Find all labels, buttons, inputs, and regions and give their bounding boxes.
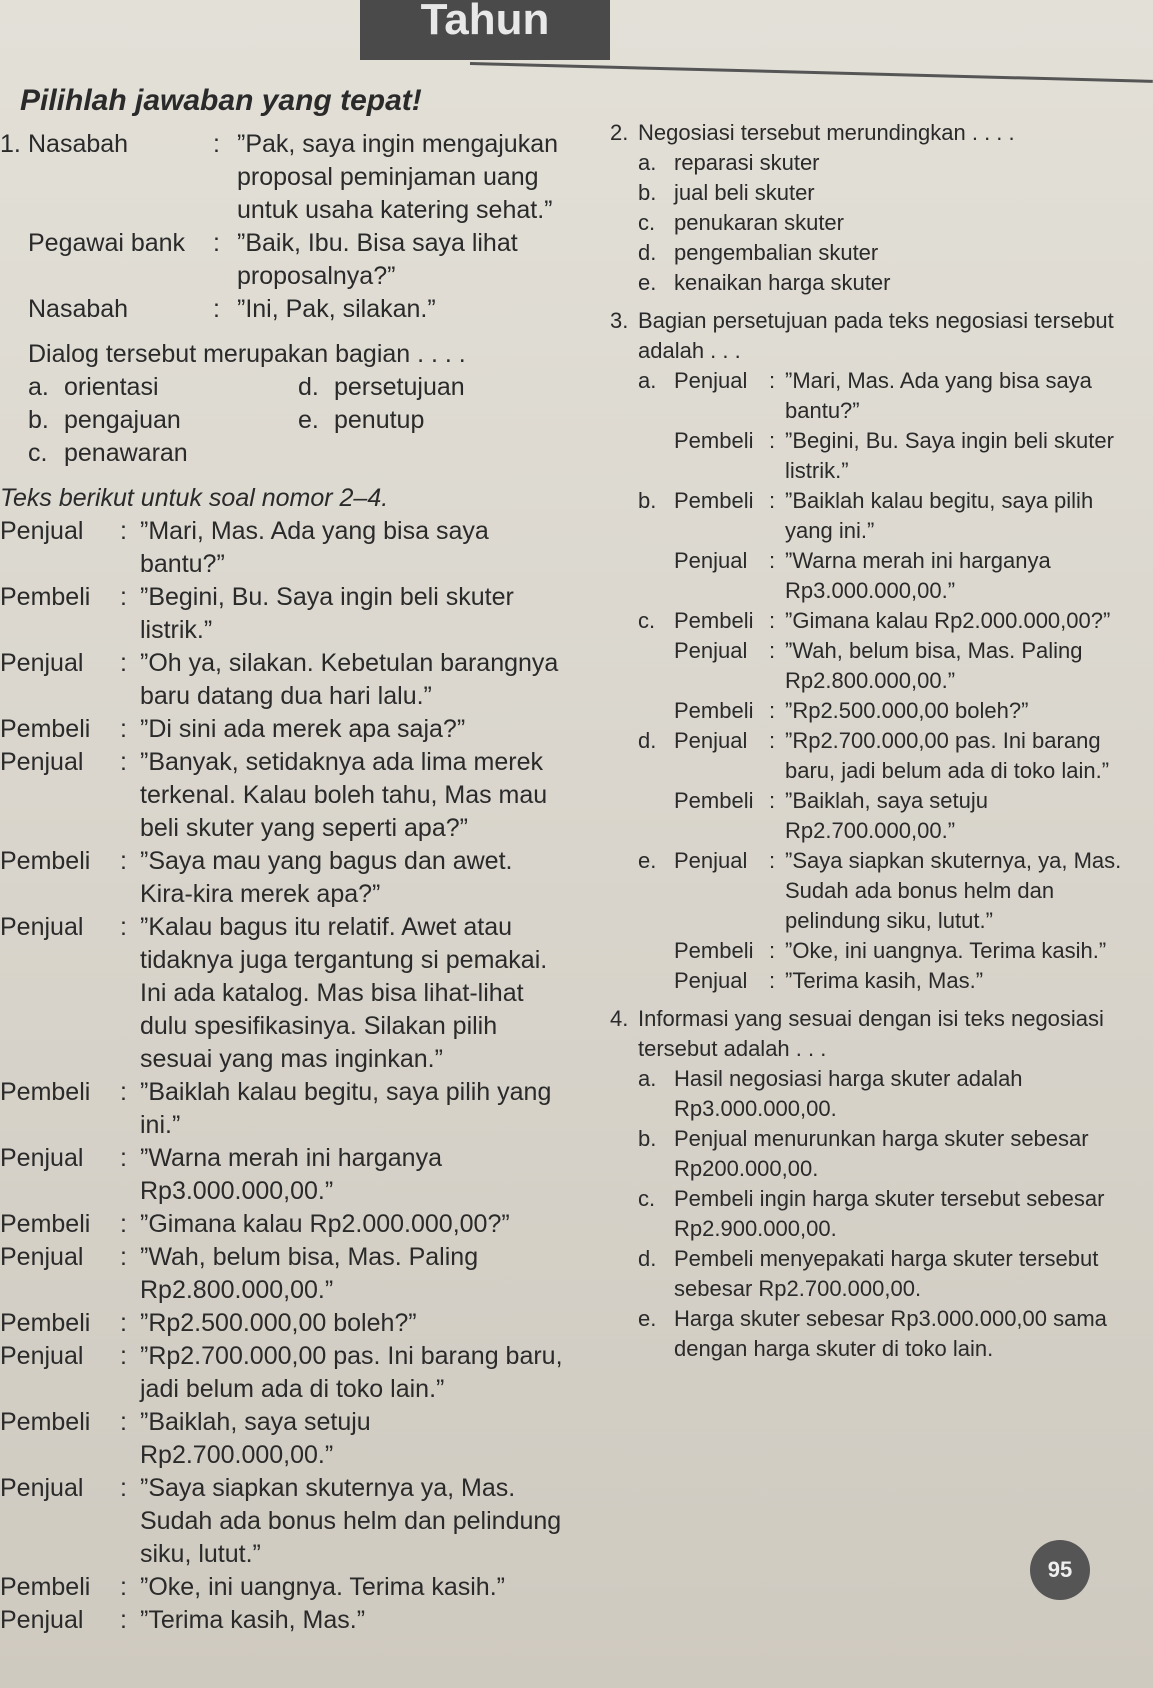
- separator: :: [213, 229, 220, 257]
- option-text: Harga skuter sebesar Rp3.000.000,00 sama dengan harga skuter di toko lain.: [674, 1306, 1107, 1361]
- negotiation-passage: [0, 515, 570, 1637]
- q4-question: Informasi yang sesuai dengan isi teks negosiasi tersebut adalah . . .: [638, 1006, 1104, 1061]
- answer-option: [638, 366, 1130, 486]
- speaker-label: Penjual: [0, 649, 84, 677]
- option-text: Pembeli ingin harga skuter tersebut sebesar Rp2.900.000,00.: [674, 1186, 1105, 1241]
- dialog-text: ”Rp2.700.000,00 pas. Ini barang baru, jadi belum ada di toko lain.”: [785, 728, 1110, 783]
- q1-dialog: [28, 128, 570, 326]
- answer-option: [638, 846, 1130, 996]
- answer-option: [638, 486, 1130, 606]
- option-letter: b.: [638, 180, 657, 205]
- separator: :: [120, 913, 127, 941]
- speaker-label: Pembeli: [0, 847, 91, 875]
- dialog-line: [28, 293, 570, 326]
- answer-option: [638, 268, 1130, 298]
- speaker-label: Penjual: [0, 748, 84, 776]
- separator: :: [120, 583, 127, 611]
- separator: :: [769, 638, 776, 663]
- dialog-text: ”Saya siapkan skuternya ya, Mas. Sudah ada bonus helm dan pelindung siku, lutut.”: [140, 1474, 562, 1568]
- option-letter: a.: [638, 368, 657, 393]
- option-letter: c.: [638, 1186, 656, 1211]
- separator: :: [769, 368, 776, 393]
- separator: :: [120, 517, 127, 545]
- speaker-label: Pembeli: [0, 1210, 91, 1238]
- answer-option: [28, 437, 298, 470]
- dialog-text: ”Ini, Pak, silakan.”: [237, 295, 436, 323]
- separator: :: [769, 938, 776, 963]
- speaker-label: Penjual: [0, 517, 84, 545]
- separator: :: [213, 130, 220, 158]
- passage-line: [0, 1241, 570, 1307]
- option-letter: b.: [638, 488, 657, 513]
- separator: :: [120, 715, 127, 743]
- passage-line: [0, 581, 570, 647]
- passage-line: [0, 1142, 570, 1208]
- option-dialog: [674, 486, 1130, 606]
- dialog-text: ”Mari, Mas. Ada yang bisa saya bantu?”: [140, 517, 489, 578]
- separator: :: [120, 1474, 127, 1502]
- option-letter: e.: [298, 406, 319, 434]
- dialog-text: ”Oke, ini uangnya. Terima kasih.”: [785, 938, 1107, 963]
- question-2: [610, 118, 1130, 298]
- dialog-text: ”Saya siapkan skuternya, ya, Mas. Sudah ada bonus helm dan pelindung siku, lutut.”: [785, 848, 1122, 933]
- dialog-text: ”Baik, Ibu. Bisa saya lihat proposalnya?”: [237, 229, 518, 290]
- option-letter: c.: [638, 608, 656, 633]
- option-letter: d.: [298, 373, 319, 401]
- separator: :: [120, 1243, 127, 1271]
- question-3: [610, 306, 1130, 996]
- option-text: persetujuan: [334, 373, 465, 401]
- option-text: pengembalian skuter: [674, 240, 879, 265]
- passage-line: [0, 1340, 570, 1406]
- dialog-text: ”Wah, belum bisa, Mas. Paling Rp2.800.000,00.”: [785, 638, 1083, 693]
- answer-option: [28, 404, 298, 437]
- answer-option: [638, 1244, 1130, 1304]
- dialog-text: ”Begini, Bu. Saya ingin beli skuter listrik.”: [785, 428, 1114, 483]
- dialog-text: ”Mari, Mas. Ada yang bisa saya bantu?”: [785, 368, 1092, 423]
- dialog-text: ”Begini, Bu. Saya ingin beli skuter listrik.”: [140, 583, 514, 644]
- speaker-label: Pembeli: [674, 488, 754, 513]
- separator: :: [120, 1144, 127, 1172]
- speaker-label: Pembeli: [0, 1078, 91, 1106]
- option-text: orientasi: [64, 373, 159, 401]
- separator: :: [769, 488, 776, 513]
- answer-option: [638, 1124, 1130, 1184]
- q2-number: 2.: [610, 120, 629, 145]
- dialog-line: [674, 786, 1130, 846]
- q1-number: 1.: [0, 130, 21, 158]
- dialog-text: ”Rp2.700.000,00 pas. Ini barang baru, jadi belum ada di toko lain.”: [140, 1342, 563, 1403]
- speaker-label: Penjual: [0, 1144, 84, 1172]
- speaker-label: Pembeli: [674, 428, 754, 453]
- dialog-line: [674, 846, 1130, 936]
- passage-intro: Teks berikut untuk soal nomor 2–4.: [0, 484, 389, 512]
- q3-options: [638, 366, 1130, 996]
- separator: :: [120, 1573, 127, 1601]
- q1-question: Dialog tersebut merupakan bagian . . . .: [28, 340, 466, 368]
- dialog-text: ”Terima kasih, Mas.”: [785, 968, 984, 993]
- dialog-text: ”Di sini ada merek apa saja?”: [140, 715, 466, 743]
- dialog-text: ”Gimana kalau Rp2.000.000,00?”: [140, 1210, 510, 1238]
- speaker-label: Pembeli: [674, 938, 754, 963]
- separator: :: [120, 1606, 127, 1634]
- separator: :: [120, 1309, 127, 1337]
- q3-number: 3.: [610, 308, 629, 333]
- speaker-label: Penjual: [674, 968, 748, 993]
- dialog-line: [28, 128, 570, 227]
- option-letter: c.: [638, 210, 656, 235]
- option-letter: a.: [638, 150, 657, 175]
- answer-option: [638, 1304, 1130, 1364]
- answer-option: [28, 371, 298, 404]
- passage-line: [0, 746, 570, 845]
- speaker-label: Pembeli: [0, 1408, 91, 1436]
- separator: :: [213, 295, 220, 323]
- speaker-label: Penjual: [0, 1243, 84, 1271]
- page-number: 95: [1030, 1540, 1090, 1600]
- dialog-line: [674, 726, 1130, 786]
- option-letter: b.: [28, 406, 49, 434]
- answer-option: [638, 238, 1130, 268]
- q2-question: Negosiasi tersebut merundingkan . . . .: [638, 120, 1015, 145]
- speaker-label: Penjual: [674, 848, 748, 873]
- chapter-tab: Tahun: [360, 0, 610, 60]
- separator: :: [120, 1342, 127, 1370]
- separator: :: [120, 1210, 127, 1238]
- right-column: [610, 118, 1130, 1364]
- passage-line: [0, 1076, 570, 1142]
- option-letter: e.: [638, 1306, 657, 1331]
- speaker-label: Penjual: [674, 548, 748, 573]
- speaker-label: Pembeli: [0, 583, 91, 611]
- passage-line: [0, 1307, 570, 1340]
- answer-option: [298, 371, 568, 404]
- q1-options: [28, 371, 570, 470]
- separator: :: [769, 968, 776, 993]
- dialog-line: [674, 636, 1130, 696]
- speaker-label: Pembeli: [0, 1573, 91, 1601]
- separator: :: [120, 1408, 127, 1436]
- passage-line: [0, 911, 570, 1076]
- dialog-line: [674, 486, 1130, 546]
- option-text: pengajuan: [64, 406, 181, 434]
- dialog-text: ”Gimana kalau Rp2.000.000,00?”: [785, 608, 1111, 633]
- speaker-label: Penjual: [0, 1606, 84, 1634]
- dialog-text: ”Oh ya, silakan. Kebetulan barangnya baru datang dua hari lalu.”: [140, 649, 559, 710]
- speaker-label: Nasabah: [28, 130, 129, 158]
- left-column: [0, 128, 570, 1637]
- separator: :: [769, 728, 776, 753]
- dialog-line: [28, 227, 570, 293]
- answer-option: [638, 726, 1130, 846]
- speaker-label: Pegawai bank: [28, 229, 186, 257]
- separator: :: [120, 847, 127, 875]
- passage-line: [0, 1472, 570, 1571]
- option-text: kenaikan harga skuter: [674, 270, 891, 295]
- question-4: [610, 1004, 1130, 1364]
- q4-number: 4.: [610, 1006, 629, 1031]
- answer-option: [638, 178, 1130, 208]
- separator: :: [120, 649, 127, 677]
- answer-option: [638, 148, 1130, 178]
- dialog-text: ”Rp2.500.000,00 boleh?”: [785, 698, 1029, 723]
- q4-options: [638, 1064, 1130, 1364]
- option-letter: e.: [638, 270, 657, 295]
- option-text: Pembeli menyepakati harga skuter tersebut sebesar Rp2.700.000,00.: [674, 1246, 1099, 1301]
- separator: :: [769, 608, 776, 633]
- speaker-label: Pembeli: [674, 608, 754, 633]
- option-text: reparasi skuter: [674, 150, 820, 175]
- separator: :: [769, 548, 776, 573]
- speaker-label: Penjual: [674, 368, 748, 393]
- option-letter: d.: [638, 240, 657, 265]
- dialog-text: ”Oke, ini uangnya. Terima kasih.”: [140, 1573, 505, 1601]
- separator: :: [769, 698, 776, 723]
- speaker-label: Pembeli: [674, 788, 754, 813]
- dialog-text: ”Banyak, setidaknya ada lima merek terkenal. Kalau boleh tahu, Mas mau beli skuter yang seperti apa?”: [140, 748, 548, 842]
- option-text: penutup: [334, 406, 425, 434]
- option-letter: b.: [638, 1126, 657, 1151]
- speaker-label: Nasabah: [28, 295, 129, 323]
- dialog-text: ”Kalau bagus itu relatif. Awet atau tidaknya juga tergantung si pemakai. Ini ada katalog. Mas bisa lihat-lihat dulu spesifikasinya. Silakan pilih sesuai yang mas inginkan.”: [140, 913, 548, 1073]
- dialog-text: ”Warna merah ini harganya Rp3.000.000,00.”: [140, 1144, 442, 1205]
- option-text: Penjual menurunkan harga skuter sebesar Rp200.000,00.: [674, 1126, 1089, 1181]
- option-letter: a.: [638, 1066, 657, 1091]
- passage-line: [0, 1604, 570, 1637]
- answer-option: [298, 404, 568, 437]
- speaker-label: Pembeli: [0, 1309, 91, 1337]
- separator: :: [769, 788, 776, 813]
- speaker-label: Penjual: [674, 638, 748, 663]
- option-text: penawaran: [64, 439, 188, 467]
- dialog-line: [674, 696, 1130, 726]
- speaker-label: Penjual: [0, 1342, 84, 1370]
- separator: :: [120, 1078, 127, 1106]
- passage-line: [0, 1571, 570, 1604]
- dialog-text: ”Baiklah kalau begitu, saya pilih yang ini.”: [140, 1078, 552, 1139]
- dialog-line: [674, 366, 1130, 426]
- speaker-label: Pembeli: [674, 698, 754, 723]
- q2-options: [638, 148, 1130, 298]
- passage-line: [0, 647, 570, 713]
- header-rule: [470, 62, 1153, 83]
- answer-option: [638, 1064, 1130, 1124]
- dialog-line: [674, 966, 1130, 996]
- dialog-line: [674, 546, 1130, 606]
- answer-option: [638, 1184, 1130, 1244]
- option-dialog: [674, 366, 1130, 486]
- option-letter: d.: [638, 1246, 657, 1271]
- speaker-label: Penjual: [0, 1474, 84, 1502]
- dialog-text: ”Baiklah, saya setuju Rp2.700.000,00.”: [785, 788, 988, 843]
- passage-line: [0, 713, 570, 746]
- separator: :: [769, 428, 776, 453]
- speaker-label: Penjual: [0, 913, 84, 941]
- dialog-text: ”Pak, saya ingin mengajukan proposal peminjaman uang untuk usaha katering sehat.”: [237, 130, 559, 224]
- passage-line: [0, 1208, 570, 1241]
- speaker-label: Penjual: [674, 728, 748, 753]
- option-dialog: [674, 726, 1130, 846]
- option-text: jual beli skuter: [674, 180, 815, 205]
- option-text: Hasil negosiasi harga skuter adalah Rp3.000.000,00.: [674, 1066, 1023, 1121]
- option-letter: d.: [638, 728, 657, 753]
- dialog-text: ”Baiklah kalau begitu, saya pilih yang ini.”: [785, 488, 1094, 543]
- answer-option: [638, 606, 1130, 726]
- dialog-line: [674, 606, 1130, 636]
- passage-line: [0, 1406, 570, 1472]
- dialog-text: ”Warna merah ini harganya Rp3.000.000,00.”: [785, 548, 1051, 603]
- speaker-label: Pembeli: [0, 715, 91, 743]
- option-dialog: [674, 846, 1130, 996]
- option-letter: a.: [28, 373, 49, 401]
- passage-line: [0, 515, 570, 581]
- passage-line: [0, 845, 570, 911]
- dialog-text: ”Wah, belum bisa, Mas. Paling Rp2.800.000,00.”: [140, 1243, 479, 1304]
- q3-question: Bagian persetujuan pada teks negosiasi tersebut adalah . . .: [638, 308, 1114, 363]
- dialog-text: ”Saya mau yang bagus dan awet. Kira-kira merek apa?”: [140, 847, 513, 908]
- instruction: Pilihlah jawaban yang tepat!: [20, 84, 422, 117]
- option-letter: e.: [638, 848, 657, 873]
- dialog-text: ”Terima kasih, Mas.”: [140, 1606, 366, 1634]
- question-1: [0, 128, 570, 470]
- dialog-line: [674, 936, 1130, 966]
- option-dialog: [674, 606, 1130, 726]
- separator: :: [120, 748, 127, 776]
- option-letter: c.: [28, 439, 48, 467]
- dialog-text: ”Baiklah, saya setuju Rp2.700.000,00.”: [140, 1408, 371, 1469]
- separator: :: [769, 848, 776, 873]
- dialog-line: [674, 426, 1130, 486]
- dialog-text: ”Rp2.500.000,00 boleh?”: [140, 1309, 417, 1337]
- option-text: penukaran skuter: [674, 210, 844, 235]
- answer-option: [638, 208, 1130, 238]
